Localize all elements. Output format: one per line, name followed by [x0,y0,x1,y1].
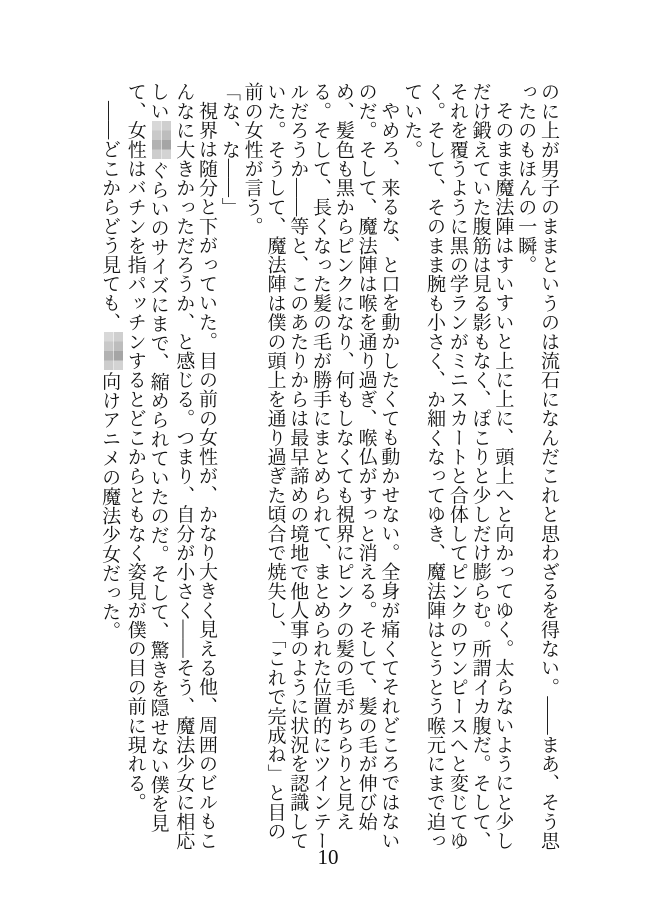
paragraph [240,82,400,854]
text-run: そのまま魔法陣はすいすいと上に上に、頭上へと向かってゆく。太らないようにと少しだけ鍛えていた腹筋は見る影もなく、ぽこりと少しだけ膨らむ。所謂イカ腹だ。そして、それを覆うように黒の学ランがミニスカートと合体してピンクのワンピースへと変じてゆく。そして、そのまま腕も小さく、か細くなってゆき、魔法陣はとうとう喉元にまで迫っていた。 [401,82,514,850]
censor-mosaic-2 [104,332,123,370]
text-run: ぐらいのサイズにまで、縮められていたのだ。そして、驚きを隠せない僕を見て、女性はバチンを指パッチンするとどこからともなく姿見が僕の目の前に現れる。 [124,82,169,833]
paragraph [97,82,123,854]
body-text [97,82,559,854]
text-run: 「な、な――」 [218,82,240,217]
paragraph [513,82,559,854]
text-run: 向けアニメの魔法少女だった。 [99,371,121,641]
page-number: 10 [317,845,339,869]
text-run: のに上が男子のままというのは流石になんだこれと思わざるを得ない。――まあ、そう思ったのもほんの一瞬。 [515,82,559,850]
text-run: やめろ、来るな、と口を動かしたくても動かせない。全身が痛くてそれどころではないのだ。そして、魔法陣は喉を通り過ぎ、喉仏がすっと消える。そして、髪の毛が伸び始め、髪色も黒からピンクになり、何もしなくても視界にピンクの髪の毛がちらりと見える。そして、長くなった髪の毛が勝手にまとめられて、まとめられた位置的にツインテールだろうか――等と、このあたりからは最早諦めの境地で他人事のように状況を認識していた。そうして、魔法陣は僕の頭上を通り過ぎた頃合で焼失し、「これで完成ね」と目の前の女性が言う。 [241,82,400,850]
text-run: 視界は随分と下がっていた。目の前の女性が、かなり大きく見える他、周囲のビルもこんなに大きかっただろうか、と感じる。つまり、自分が小さく――そう、魔法少女に相応しい [147,82,218,850]
censor-mosaic-1 [152,121,171,159]
paragraph [217,82,240,854]
paragraph [399,82,513,854]
text-run: ――どこからどう見ても、 [99,101,121,332]
paragraph [123,82,217,854]
